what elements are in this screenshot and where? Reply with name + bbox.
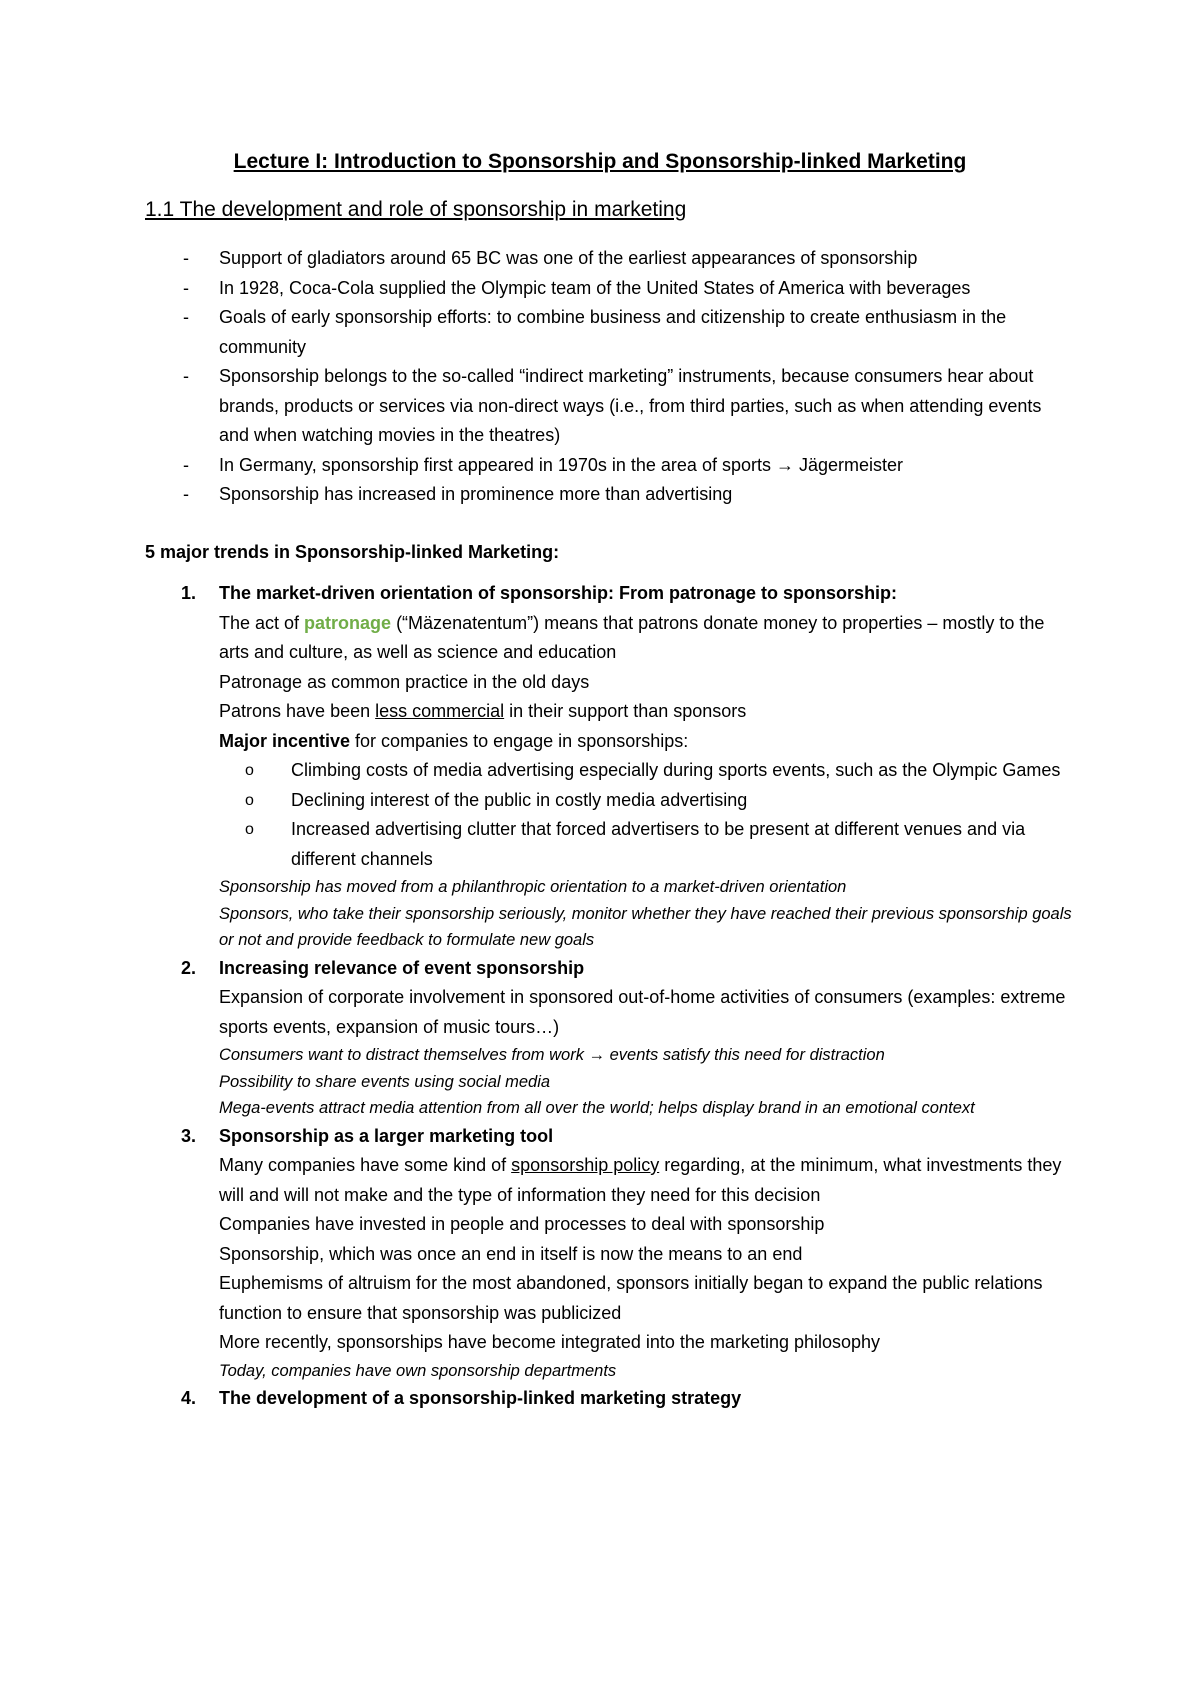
trend-item-3	[145, 1122, 1075, 1385]
trend-paragraph: Major incentive for companies to engage in sponsorships:	[219, 730, 689, 751]
bullet-text: In Germany, sponsorship first appeared in 1970s in the area of sports	[219, 454, 771, 475]
list-item	[145, 451, 1075, 481]
list-item	[145, 303, 1075, 362]
bullet-text-suffix: Jägermeister	[794, 454, 904, 475]
trend-number: 4.	[181, 1388, 197, 1408]
list-item: o Climbing costs of media advertising especially during sports events, such as the Olympic Games	[219, 756, 1075, 786]
trends-heading: 5 major trends in Sponsorship-linked Marketing:	[145, 541, 560, 562]
list-item: o Increased advertising clutter that forced advertisers to be present at different venues and via different channels	[219, 815, 1075, 874]
list-item	[145, 480, 1075, 510]
trend-title: The market-driven orientation of sponsorship: From patronage to sponsorship:	[219, 583, 898, 603]
trend-title: The development of a sponsorship-linked marketing strategy	[219, 1388, 742, 1408]
trend-title: Increasing relevance of event sponsorship	[219, 957, 585, 978]
dash-marker: -	[183, 277, 189, 298]
trend-number: 3.	[181, 1125, 197, 1146]
trend-paragraph: Patrons have been less commercial in their support than sponsors	[219, 701, 747, 721]
circle-bullet-icon: o	[245, 762, 254, 779]
bullet-text: Sponsorship has increased in prominence more than advertising	[219, 484, 733, 504]
dash-marker: -	[183, 484, 189, 504]
trend-paragraph: Companies have invested in people and processes to deal with sponsorship	[219, 1214, 825, 1234]
highlight-term: patronage	[304, 612, 392, 633]
arrow-icon: →	[776, 454, 794, 475]
trend-paragraph: Euphemisms of altruism for the most abandoned, sponsors initially began to expand the public relations function to ensure that sponsorship was publicized	[219, 1273, 1043, 1323]
trend-paragraph: Expansion of corporate involvement in sponsored out-of-home activities of consumers (examples: extreme sports events, expansion of music tours…)	[219, 987, 1066, 1037]
dash-marker: -	[183, 366, 189, 386]
intro-bullet-list	[145, 244, 1075, 510]
trend-paragraph: Sponsorship, which was once an end in itself is now the means to an end	[219, 1243, 803, 1264]
italic-note: Mega-events attract media attention from all over the world; helps display brand in an emotional context	[219, 1099, 975, 1117]
italic-note: Possibility to share events using social media	[219, 1072, 551, 1091]
list-item	[145, 244, 1075, 274]
trend-item-1	[145, 579, 1075, 954]
trend-number: 2.	[181, 957, 197, 978]
bold-term: Major incentive	[219, 730, 351, 751]
list-item: o Declining interest of the public in costly media advertising	[219, 786, 1075, 816]
italic-note: Sponsorship has moved from a philanthropic orientation to a market-driven orientation	[219, 878, 847, 896]
trend-number: 1.	[181, 583, 197, 603]
trends-list	[145, 579, 1075, 1414]
dash-marker: -	[183, 248, 189, 268]
italic-note: Consumers want to distract themselves from work → events satisfy this need for distraction	[219, 1046, 885, 1064]
bullet-text: Goals of early sponsorship efforts: to combine business and citizenship to create enthusiasm in the community	[219, 307, 1007, 357]
arrow-icon: →	[588, 1046, 606, 1064]
trend-paragraph: Patronage as common practice in the old days	[219, 671, 590, 692]
circle-bullet-icon: o	[245, 791, 254, 809]
trend-paragraph: The act of patronage (“Mäzenatentum”) means that patrons donate money to properties – mostly to the arts and culture, as well as science and education	[219, 612, 1045, 662]
trend-item-4	[145, 1384, 1075, 1414]
bullet-text: Support of gladiators around 65 BC was one of the earliest appearances of sponsorship	[219, 248, 918, 268]
trend-title: Sponsorship as a larger marketing tool	[219, 1125, 554, 1146]
circle-bullet-icon: o	[245, 821, 254, 838]
lecture-title: Lecture I: Introduction to Sponsorship and Sponsorship-linked Marketing	[233, 150, 967, 173]
italic-note: Today, companies have own sponsorship departments	[219, 1361, 617, 1380]
list-item	[145, 274, 1075, 304]
dash-marker: -	[183, 454, 189, 475]
trend-item-2	[145, 954, 1075, 1122]
incentive-list	[219, 756, 1075, 874]
bullet-text: Sponsorship belongs to the so-called “indirect marketing” instruments, because consumers hear about brands, products or services via non-direct ways (i.e., from third parties, such as when attending events and when watching movies in the theatres)	[219, 366, 1042, 445]
document-body	[145, 244, 1075, 1414]
dash-marker: -	[183, 307, 189, 327]
trend-paragraph: More recently, sponsorships have become integrated into the marketing philosophy	[219, 1332, 881, 1352]
section-heading: 1.1 The development and role of sponsorship in marketing	[145, 198, 687, 221]
underlined-term: sponsorship policy	[511, 1155, 660, 1175]
italic-note: Sponsors, who take their sponsorship seriously, monitor whether they have reached their previous sponsorship goals or not and provide feedback to formulate new goals	[219, 904, 1072, 949]
trend-paragraph: Many companies have some kind of sponsorship policy regarding, at the minimum, what investments they will and will not make and the type of information they need for this decision	[219, 1155, 1062, 1205]
list-item	[145, 362, 1075, 451]
bullet-text: In 1928, Coca-Cola supplied the Olympic team of the United States of America with beverages	[219, 277, 971, 298]
underlined-term: less commercial	[375, 701, 505, 721]
